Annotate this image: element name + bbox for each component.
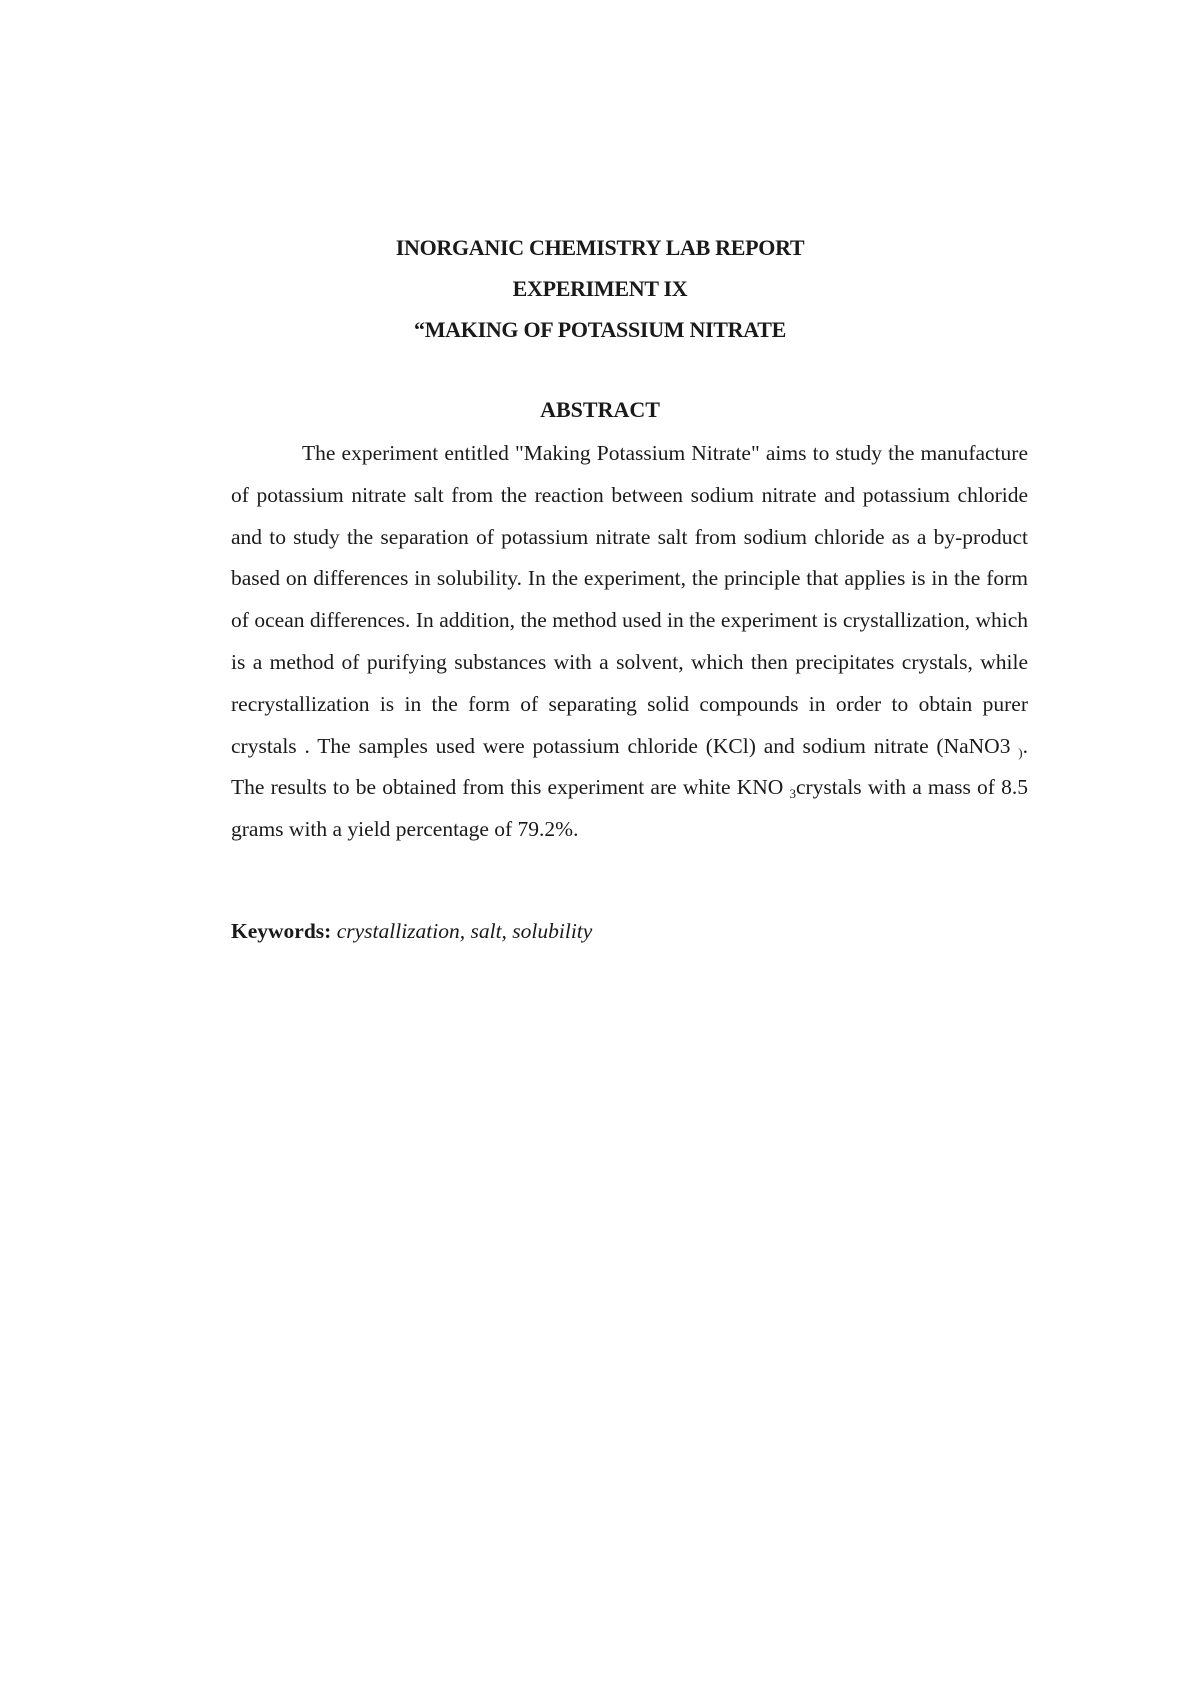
keywords-line	[231, 916, 1028, 946]
abstract-text-part2: . The results to be obtained from this experiment are white KNO	[231, 733, 1029, 800]
abstract-text-part3: crystals with a mass of 8.5 grams with a yield percentage of 79.2%.	[231, 775, 1028, 842]
report-title-block	[0, 227, 1200, 350]
report-title: INORGANIC CHEMISTRY LAB REPORT	[395, 235, 805, 260]
keywords-label: Keywords:	[231, 919, 332, 943]
keywords-terms: crystallization, salt, solubility	[336, 919, 593, 943]
abstract-paragraph	[231, 433, 1028, 851]
abstract-heading: ABSTRACT	[540, 397, 660, 422]
abstract-text-part1: The experiment entitled "Making Potassium Nitrate" aims to study the manufacture of potassium nitrate salt from the reaction between sodium nitrate and potassium chloride and to study the separation of potassium nitrate salt from sodium chloride as a by-product based on differences in solubility. In the experiment, the principle that applies is in the form of ocean differences. In addition, the method used in the experiment is crystallization, which is a method of purifying substances with a solvent, which then precipitates crystals, while recrystallization is in the form of separating solid compounds in order to obtain purer crystals . The samples used were potassium chloride (KCl) and sodium nitrate (NaNO3	[231, 441, 1028, 758]
abstract-subscript-1: )	[1018, 744, 1023, 760]
abstract-subscript-2: 3	[789, 786, 796, 802]
experiment-number: EXPERIMENT IX	[512, 276, 688, 301]
experiment-title: “MAKING OF POTASSIUM NITRATE	[414, 317, 786, 342]
